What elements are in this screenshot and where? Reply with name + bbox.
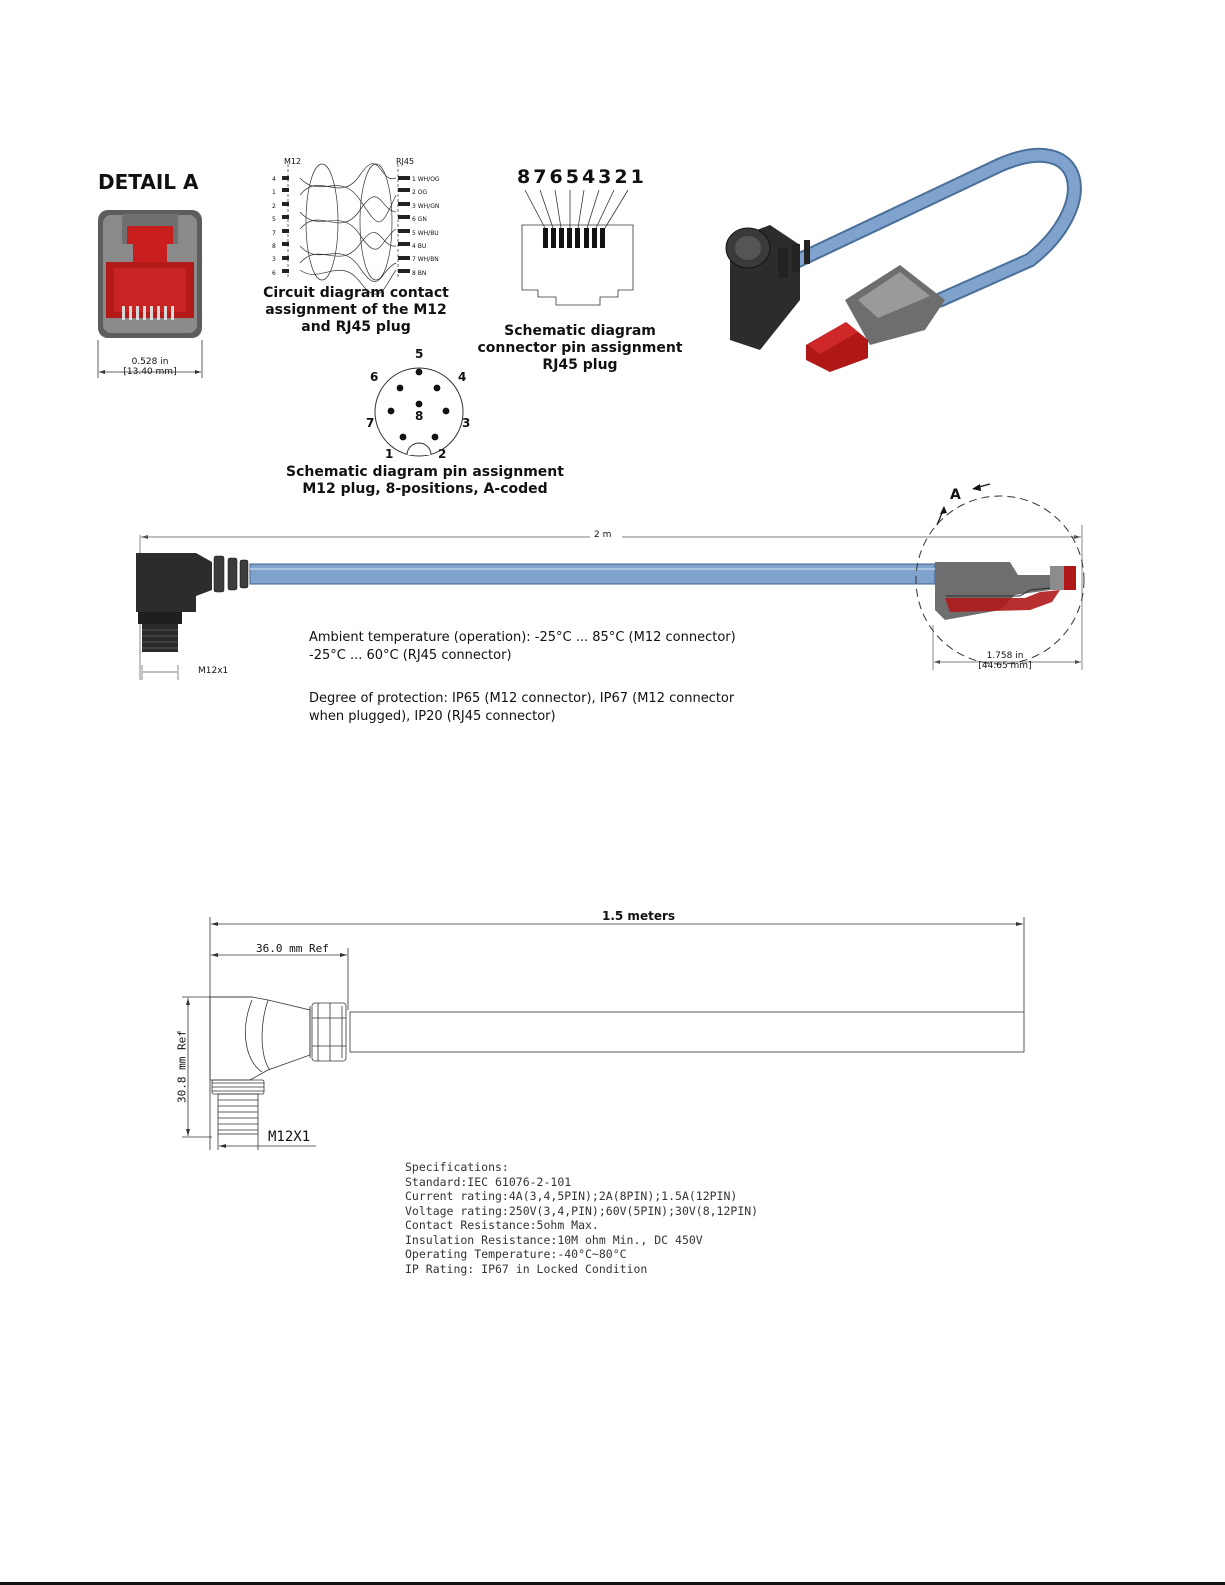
m12-pin-label: 8 (415, 409, 424, 423)
m12-pin-label: 6 (370, 370, 379, 384)
spec-line: Standard:IEC 61076-2-101 (405, 1174, 572, 1189)
specifications-block (405, 1160, 758, 1276)
detail-a-marker: A (950, 487, 961, 503)
circuit-right-pin: 1 WH/OG (412, 176, 440, 183)
rj45-pin-label: 8 (517, 166, 534, 188)
circuit-caption-line: Circuit diagram contact (263, 285, 449, 301)
spec-line: IP Rating: IP67 in Locked Condition (405, 1261, 648, 1276)
m12-pin-label: 5 (415, 347, 424, 361)
m12-pin-label: 7 (366, 416, 375, 430)
rj45-dim-mm: [44.65 mm] (978, 661, 1032, 671)
cable2-ref-height: 30.8 mm Ref (175, 1030, 189, 1103)
rj45-pin-label: 4 (581, 166, 599, 188)
circuit-right-pin: 8 BN (412, 269, 427, 277)
spec-line: Voltage rating:250V(3,4,PIN);60V(5PIN);30V(8,12PIN) (405, 1203, 759, 1218)
ambient-line: Ambient temperature (operation): -25°C ... 85°C (M12 connector) (309, 630, 736, 645)
circuit-right-pin: 7 WH/BN (412, 256, 439, 264)
circuit-right-pin: 2 OG (412, 189, 428, 197)
spec-line: Contact Resistance:5ohm Max. (405, 1218, 599, 1232)
rj45-pin-label: 7 (533, 166, 550, 188)
detail-a-dim-mm: [13.40 mm] (123, 367, 177, 377)
circuit-left-pin: 6 (272, 269, 276, 277)
circuit-right-pin: 6 GN (412, 216, 427, 224)
circuit-caption-line: and RJ45 plug (301, 319, 411, 335)
circuit-left-pin: 8 (272, 243, 276, 251)
detail-a-dim-in: 0.528 in (131, 357, 169, 367)
rj45-pin-label: 6 (549, 166, 566, 188)
m12-pin-label: 4 (458, 370, 467, 384)
m12-pin-label: 3 (462, 416, 471, 430)
circuit-left-pin: 3 (272, 256, 276, 264)
m12-caption-line: Schematic diagram pin assignment (286, 464, 564, 480)
spec-line: Operating Temperature:-40°C~80°C (405, 1247, 627, 1261)
rj45-pin-label: 5 (565, 166, 582, 188)
circuit-left-pin: 4 (272, 176, 276, 183)
circuit-right-pin: 4 BU (412, 243, 427, 251)
rj45-pin-label: 1 (630, 166, 647, 188)
circuit-right-header: RJ45 (396, 157, 415, 166)
rj45-pin-label: 3 (598, 166, 615, 188)
protection-line: Degree of protection: IP65 (M12 connector), IP67 (M12 connector (309, 691, 735, 706)
m12-pin-label: 1 (385, 447, 394, 461)
spec-line: Specifications: (405, 1160, 509, 1174)
cable1-thread-label: M12x1 (198, 666, 229, 676)
detail-a-title: DETAIL A (98, 170, 199, 194)
m12-pin-label: 2 (438, 447, 447, 461)
rj45-caption-line: connector pin assignment (477, 340, 683, 356)
circuit-caption-line: assignment of the M12 (265, 302, 447, 318)
cable1-length: 2 m (594, 530, 612, 540)
circuit-left-pin: 7 (272, 229, 276, 237)
ambient-line: -25°C ... 60°C (RJ45 connector) (309, 648, 512, 663)
cable2-ref-width: 36.0 mm Ref (256, 942, 329, 955)
rj45-dim-in: 1.758 in (986, 651, 1024, 661)
m12-caption-line: M12 plug, 8-positions, A-coded (302, 481, 548, 497)
circuit-right-pin: 3 WH/GN (412, 202, 440, 210)
spec-line: Current rating:4A(3,4,5PIN);2A(8PIN);1.5A(12PIN) (405, 1189, 738, 1203)
cable2-thread-label: M12X1 (268, 1129, 311, 1145)
circuit-left-pin: 2 (272, 202, 276, 210)
protection-line: when plugged), IP20 (RJ45 connector) (309, 709, 556, 724)
circuit-left-pin: 5 (272, 216, 276, 224)
cable2-length: 1.5 meters (602, 909, 676, 923)
spec-line: Insulation Resistance:10M ohm Min., DC 450V (405, 1232, 703, 1247)
circuit-left-pin: 1 (272, 189, 276, 197)
rj45-caption-line: RJ45 plug (542, 357, 618, 373)
rj45-pin-label: 2 (614, 166, 631, 188)
rj45-caption-line: Schematic diagram (504, 323, 656, 339)
circuit-right-pin: 5 WH/BU (412, 229, 439, 237)
circuit-left-header: M12 (284, 157, 302, 166)
